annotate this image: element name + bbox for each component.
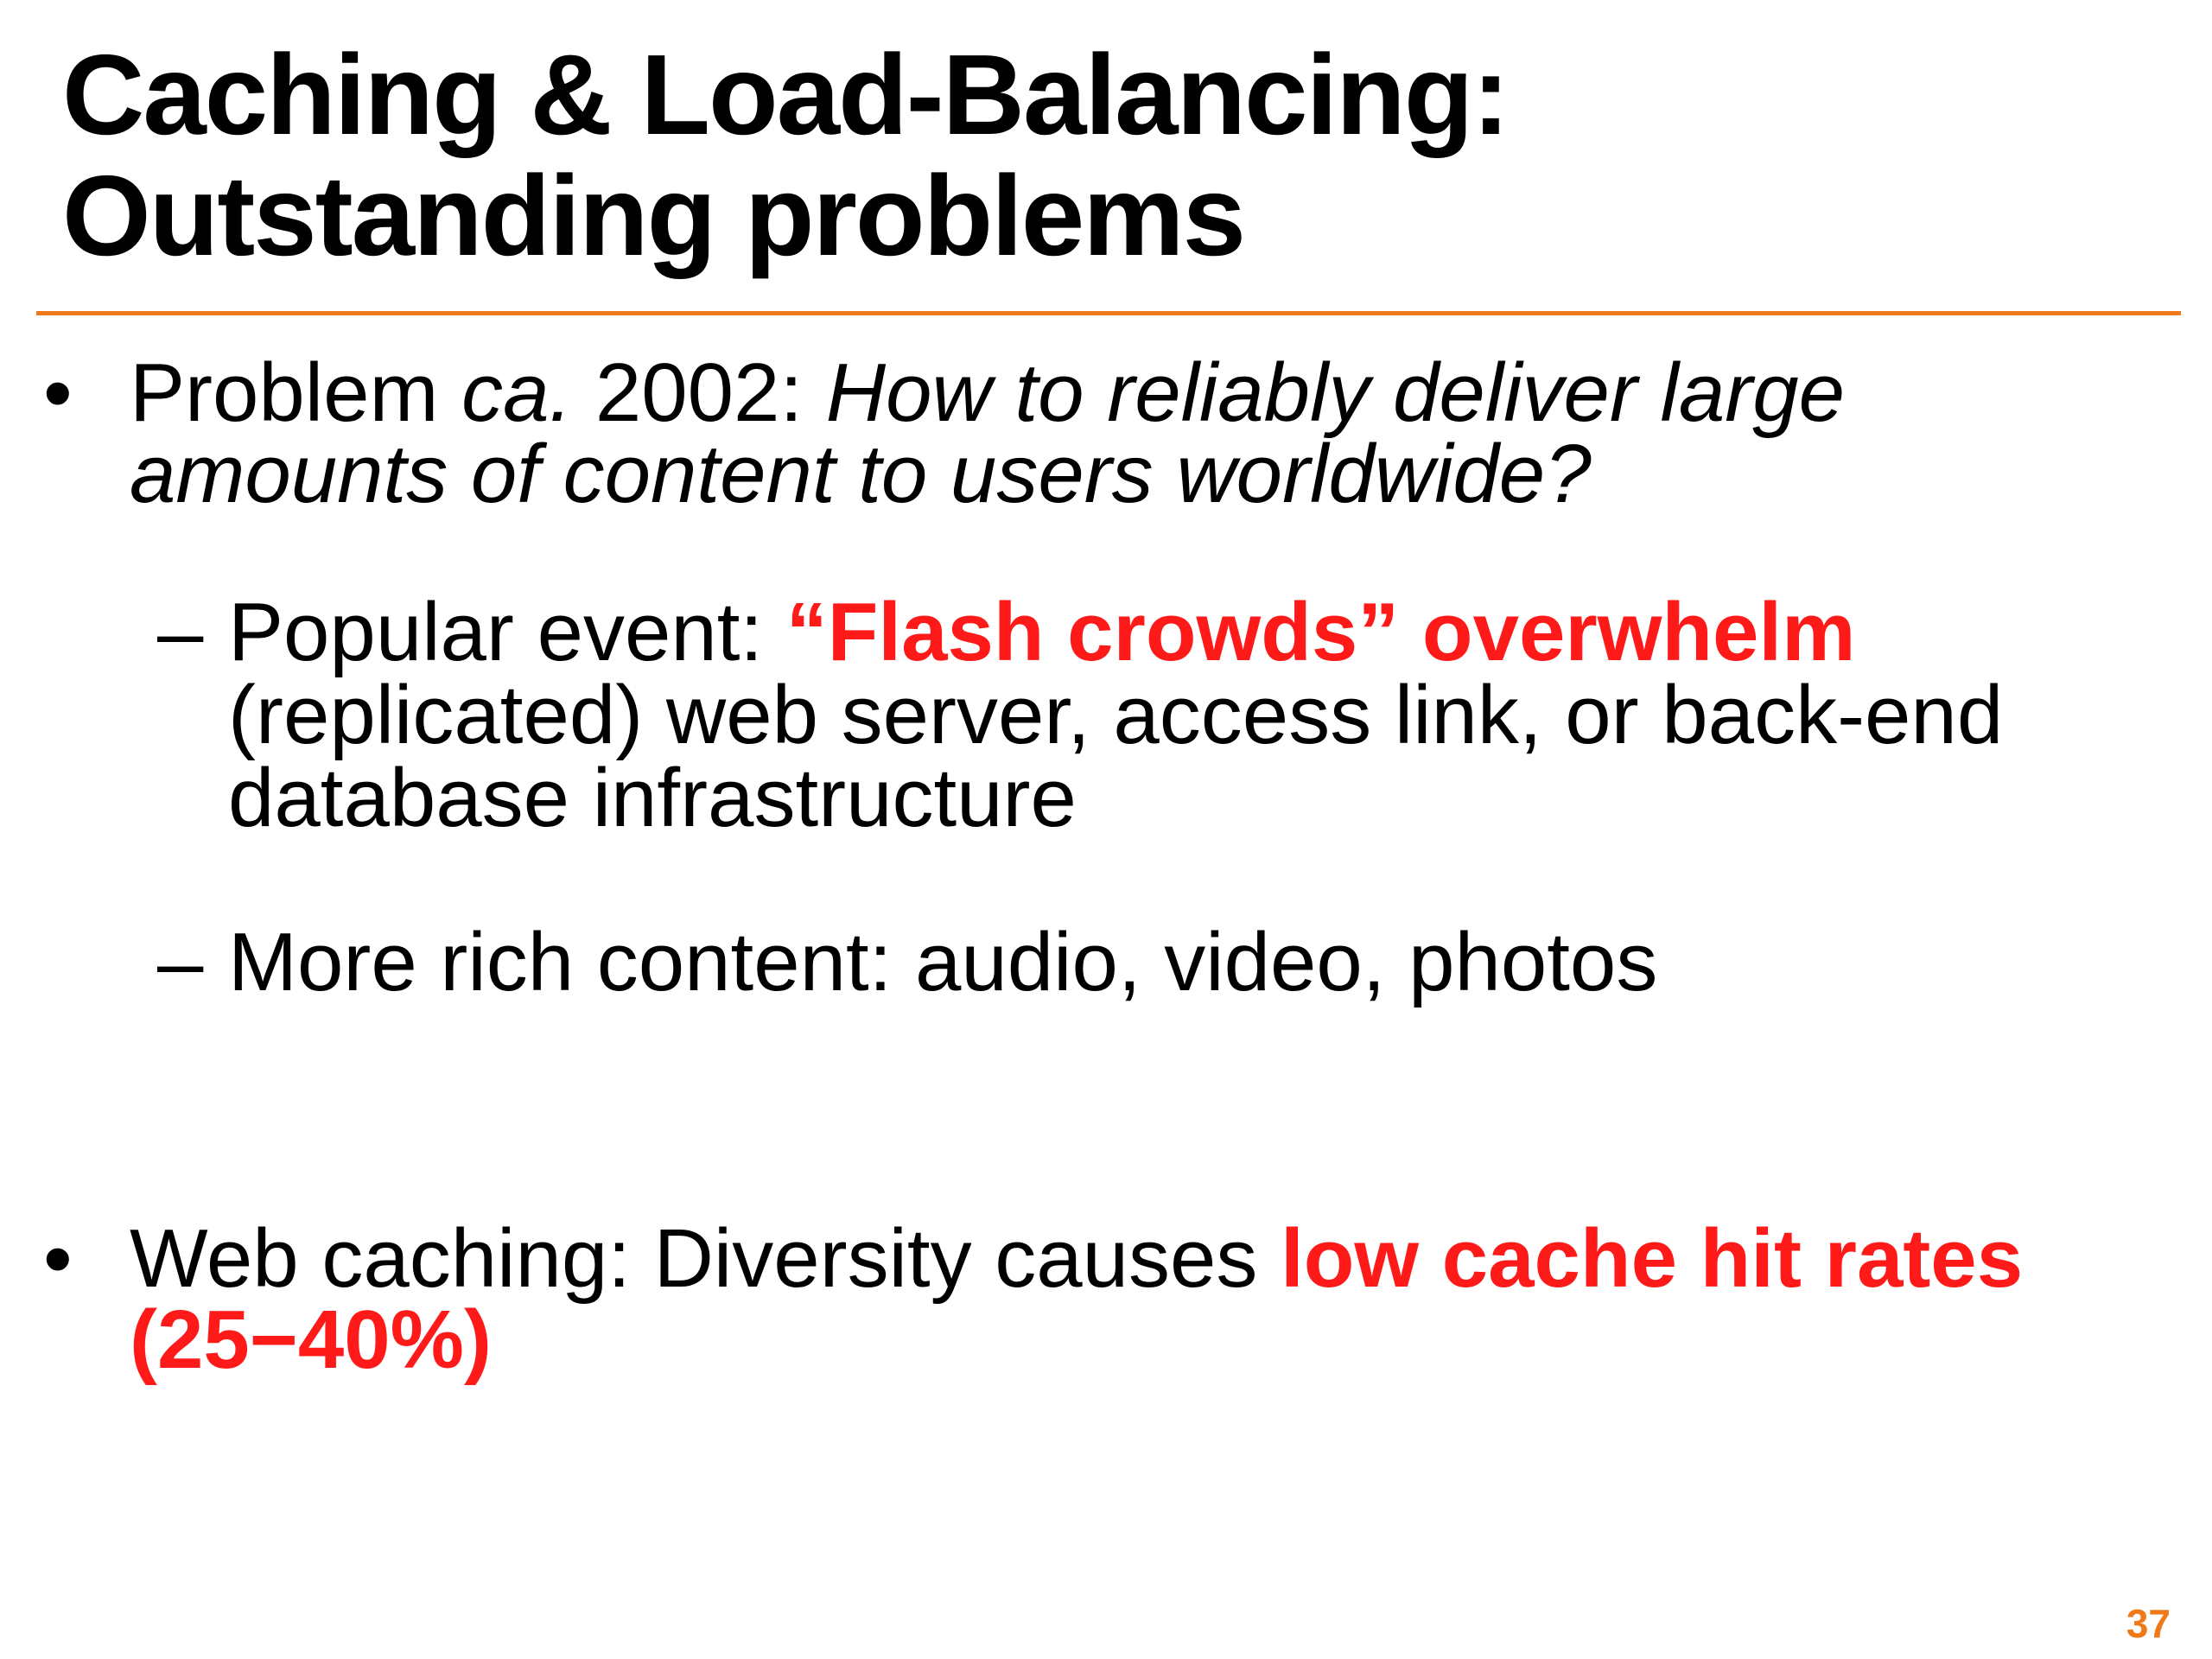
bullet-caching-highlight-1: low cache hit rates [1281, 1212, 2024, 1305]
sub-bullet-flash-lead: Popular event: [228, 586, 786, 678]
bullet-text [130, 1212, 2024, 1386]
bullet-problem-question-1: How to reliably deliver large [825, 346, 1845, 439]
sub-bullet-flash-line-2: (replicated) web server, access link, or back-end [228, 669, 2004, 761]
sub-bullet-flash-line-1 [228, 586, 2003, 678]
bullet-web-caching [43, 1212, 2160, 1391]
sub-bullet-flash-crowds [157, 586, 2145, 850]
bullet-caching-line-1 [130, 1212, 2024, 1305]
bullet-caching-highlight-2: (25−40%) [130, 1294, 492, 1386]
bullet-problem-lead: Problem [130, 346, 462, 439]
sub-bullet-marker: – [157, 916, 204, 1008]
sub-bullet-flash-highlight: “Flash crowds” overwhelm [785, 586, 1856, 678]
bullet-caching-lead: Web caching: Diversity causes [130, 1212, 1281, 1305]
sub-bullet-rich-line-1: More rich content: audio, video, photos [228, 916, 1658, 1008]
bullet-marker: • [43, 1212, 73, 1305]
bullet-problem-year: 2002: [572, 346, 826, 439]
bullet-marker: • [43, 346, 73, 439]
title-divider [36, 311, 2181, 315]
slide-title-line-1: Caching & Load-Balancing: [62, 31, 1509, 158]
bullet-problem-question-2: amounts of content to users worldwide? [130, 428, 1592, 520]
bullet-problem [43, 346, 2160, 525]
slide-title [62, 31, 2136, 279]
bullet-problem-ca: ca. [461, 346, 573, 439]
sub-bullet-marker: – [157, 586, 204, 678]
sub-bullet-rich-content [157, 916, 2145, 1016]
bullet-problem-line-1 [130, 346, 1845, 439]
bullet-text [130, 346, 1845, 520]
sub-bullet-text [228, 586, 2004, 844]
slide-title-line-2: Outstanding problems [62, 152, 1245, 279]
sub-bullet-flash-line-3: database infrastructure [228, 752, 1077, 844]
page-number: 37 [2126, 1601, 2171, 1646]
